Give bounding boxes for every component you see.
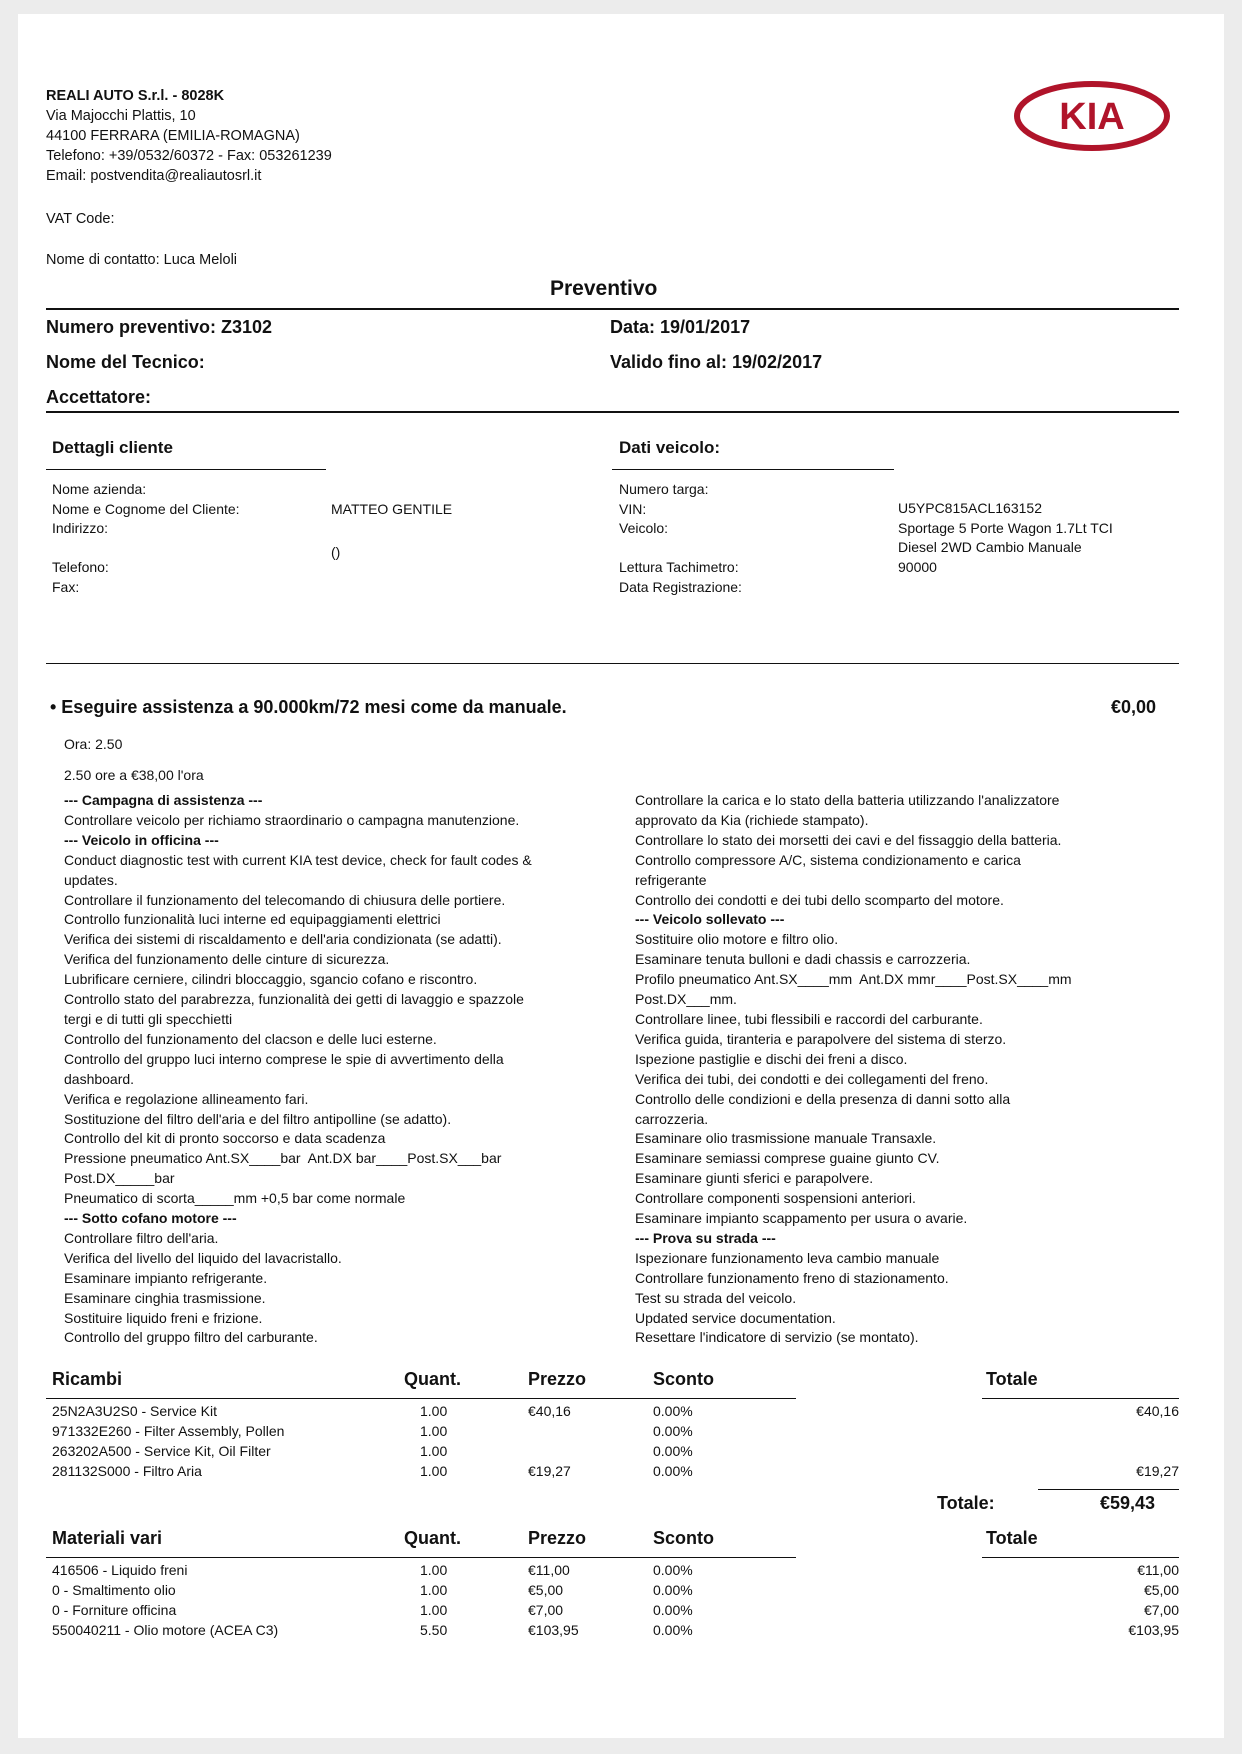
parts-row-name: 971332E260 - Filter Assembly, Pollen	[52, 1423, 285, 1439]
checklist-line: Esaminare tenuta bulloni e dadi chassis e carrozzeria.	[635, 951, 971, 968]
materials-row-total: €5,00	[1143, 1582, 1179, 1598]
divider	[46, 1557, 796, 1558]
checklist-line: Sostituire liquido freni e frizione.	[64, 1309, 263, 1326]
checklist-line: Resettare l'indicatore di servizio (se montato).	[635, 1329, 919, 1346]
checklist-line: Ispezionare funzionamento leva cambio manuale	[635, 1249, 940, 1266]
job-rate: 2.50 ore a €38,00 l'ora	[64, 767, 204, 783]
checklist-line: Controllo stato del parabrezza, funzionalità dei getti di lavaggio e spazzole	[64, 991, 524, 1008]
checklist-line: Controllare il funzionamento del telecomando di chiusura delle portiere.	[64, 891, 506, 908]
vehicle-section-title: Dati veicolo:	[619, 438, 721, 457]
checklist-line: tergi e di tutti gli specchietti	[64, 1010, 233, 1027]
parts-row-qty: 1.00	[420, 1443, 448, 1459]
parts-header-price: Prezzo	[528, 1369, 587, 1389]
checklist-line: Controllare la carica e lo stato della batteria utilizzando l'analizzatore	[635, 792, 1060, 808]
materials-row-qty: 1.00	[420, 1562, 448, 1578]
checklist-line: Controllare lo stato dei morsetti dei cavi e del fissaggio della batteria.	[635, 831, 1062, 848]
checklist-line: updates.	[64, 871, 118, 888]
checklist-line: Esaminare impianto refrigerante.	[64, 1269, 268, 1286]
materials-row-total: €7,00	[1143, 1602, 1179, 1618]
parts-row-discount: 0.00%	[653, 1443, 693, 1459]
company-phone: Telefono: +39/0532/60372 - Fax: 053261239	[46, 148, 332, 164]
phone-label: Telefono:	[52, 559, 109, 575]
checklist-line: Esaminare giunti sferici e parapolvere.	[635, 1170, 874, 1187]
checklist-line: Lubrificare cerniere, cilindri bloccaggio, sgancio cofano e riscontro.	[64, 971, 478, 988]
divider	[982, 1557, 1179, 1558]
divider	[46, 663, 1179, 664]
registration-label: Data Registrazione:	[619, 578, 742, 595]
checklist-line: refrigerante	[635, 871, 707, 888]
checklist-line: --- Prova su strada ---	[635, 1229, 776, 1246]
checklist-line: --- Veicolo sollevato ---	[635, 911, 785, 928]
parts-row-discount: 0.00%	[653, 1463, 693, 1479]
job-checklist-left	[64, 791, 624, 1348]
materials-row-price: €7,00	[528, 1602, 564, 1618]
address-value: ()	[331, 544, 341, 560]
parts-row-qty: 1.00	[420, 1423, 448, 1439]
checklist-line: Controllare filtro dell'aria.	[64, 1229, 219, 1246]
materials-row-name: 416506 - Liquido freni	[52, 1562, 188, 1578]
parts-row-name: 263202A500 - Service Kit, Oil Filter	[52, 1443, 271, 1459]
materials-row-name: 550040211 - Olio motore (ACEA C3)	[52, 1622, 279, 1638]
customer-section-title: Dettagli cliente	[52, 438, 173, 457]
materials-row-qty: 5.50	[420, 1622, 448, 1638]
quote-date: Data: 19/01/2017	[610, 317, 751, 337]
divider	[46, 411, 1179, 413]
checklist-line: Verifica del livello del liquido del lavacristallo.	[64, 1249, 342, 1266]
checklist-line: Verifica guida, tiranteria e parapolvere del sistema di sterzo.	[635, 1030, 1007, 1047]
customer-name-label: Nome e Cognome del Cliente:	[52, 500, 240, 517]
company-name: REALI AUTO S.r.l. - 8028K	[46, 88, 225, 104]
checklist-line: Profilo pneumatico Ant.SX____mm Ant.DX mmr____Post.SX____mm	[635, 971, 1072, 988]
checklist-line: --- Campagna di assistenza ---	[64, 792, 263, 808]
odometer-label: Lettura Tachimetro:	[619, 559, 739, 575]
divider	[46, 1398, 796, 1399]
materials-row-total: €11,00	[1137, 1562, 1179, 1578]
checklist-line: Controllo delle condizioni e della presenza di danni sotto alla	[635, 1090, 1011, 1107]
contact-name: Nome di contatto: Luca Meloli	[46, 252, 238, 268]
checklist-line: Verifica dei tubi, dei condotti e dei collegamenti del freno.	[635, 1070, 989, 1087]
valid-until: Valido fino al: 19/02/2017	[610, 352, 823, 372]
checklist-line: Post.DX_____bar	[64, 1170, 175, 1187]
checklist-line: Esaminare semiassi comprese guaine giunto CV.	[635, 1150, 940, 1167]
materials-row-discount: 0.00%	[653, 1582, 693, 1598]
company-email: Email: postvendita@realiautosrl.it	[46, 168, 262, 184]
divider	[982, 1398, 1179, 1399]
checklist-line: Sostituzione del filtro dell'aria e del filtro antipolline (se adatto).	[64, 1110, 452, 1127]
checklist-line: Test su strada del veicolo.	[635, 1289, 797, 1306]
materials-row-discount: 0.00%	[653, 1562, 693, 1578]
materials-row-qty: 1.00	[420, 1602, 448, 1618]
materials-row-price: €5,00	[528, 1582, 564, 1598]
checklist-line: Controllo del funzionamento del clacson e delle luci esterne.	[64, 1030, 437, 1047]
materials-header-discount: Sconto	[653, 1528, 714, 1548]
materials-row-name: 0 - Smaltimento olio	[52, 1582, 176, 1598]
checklist-line: Verifica e regolazione allineamento fari.	[64, 1090, 309, 1107]
kia-logo-text: KIA	[1059, 96, 1125, 138]
checklist-line: Controllare linee, tubi flessibili e raccordi del carburante.	[635, 1010, 983, 1027]
vehicle-model-value-1: Sportage 5 Porte Wagon 1.7Lt TCI	[898, 519, 1113, 536]
divider	[46, 469, 326, 470]
materials-row-qty: 1.00	[420, 1582, 448, 1598]
checklist-line: Controllare componenti sospensioni anteriori.	[635, 1190, 916, 1207]
checklist-line: Pneumatico di scorta_____mm +0,5 bar come normale	[64, 1190, 406, 1207]
parts-header-discount: Sconto	[653, 1369, 714, 1389]
materials-row-price: €103,95	[528, 1622, 579, 1638]
checklist-line: Controllare funzionamento freno di stazionamento.	[635, 1269, 949, 1286]
checklist-line: Controllo dei condotti e dei tubi dello scomparto del motore.	[635, 891, 1004, 908]
parts-row-price: €40,16	[528, 1403, 571, 1419]
job-checklist-right	[635, 791, 1195, 1348]
quote-number: Numero preventivo: Z3102	[46, 317, 273, 337]
materials-header-qty: Quant.	[404, 1528, 461, 1548]
materials-header-total: Totale	[986, 1528, 1038, 1548]
parts-header-total: Totale	[986, 1369, 1038, 1389]
vehicle-values	[898, 499, 1113, 577]
checklist-line: Controllo del gruppo luci interno comprese le spie di avvertimento della	[64, 1050, 504, 1067]
materials-row-name: 0 - Forniture officina	[52, 1602, 177, 1618]
checklist-line: Verifica dei sistemi di riscaldamento e dell'aria condizionata (se adatti).	[64, 931, 502, 948]
document-title: Preventivo	[550, 277, 658, 300]
checklist-line: Sostituire olio motore e filtro olio.	[635, 931, 839, 948]
divider	[612, 469, 894, 470]
checklist-line: Controllo del kit di pronto soccorso e data scadenza	[64, 1130, 386, 1147]
parts-total-label: Totale:	[937, 1493, 995, 1513]
checklist-line: Controllo compressore A/C, sistema condizionamento e carica	[635, 851, 1021, 868]
parts-row-total: €40,16	[1136, 1403, 1179, 1419]
parts-header-qty: Quant.	[404, 1369, 461, 1389]
divider	[1038, 1489, 1179, 1490]
plate-label: Numero targa:	[619, 481, 709, 497]
checklist-line: --- Sotto cofano motore ---	[64, 1210, 237, 1227]
parts-row-qty: 1.00	[420, 1403, 448, 1419]
checklist-line: Controllo funzionalità luci interne ed equipaggiamenti elettrici	[64, 911, 441, 928]
customer-name-value: MATTEO GENTILE	[331, 501, 453, 517]
materials-row-discount: 0.00%	[653, 1622, 693, 1638]
checklist-line: approvato da Kia (richiede stampato).	[635, 811, 869, 828]
fax-label: Fax:	[52, 578, 80, 595]
divider	[46, 308, 1179, 310]
company-address-line1: Via Majocchi Plattis, 10	[46, 108, 196, 124]
company-info	[46, 86, 332, 186]
checklist-line: --- Veicolo in officina ---	[64, 831, 219, 848]
vehicle-model-label: Veicolo:	[619, 520, 669, 536]
odometer-value: 90000	[898, 558, 937, 575]
checklist-line: dashboard.	[64, 1070, 135, 1087]
checklist-line: Conduct diagnostic test with current KIA test device, check for fault codes &	[64, 851, 532, 868]
parts-header-name: Ricambi	[52, 1369, 123, 1389]
checklist-line: Updated service documentation.	[635, 1309, 836, 1326]
vehicle-model-value-2: Diesel 2WD Cambio Manuale	[898, 539, 1082, 555]
kia-logo	[1013, 80, 1171, 152]
checklist-line: carrozzeria.	[635, 1110, 709, 1127]
company-name-label: Nome azienda:	[52, 481, 147, 497]
checklist-line: Esaminare impianto scappamento per usura o avarie.	[635, 1210, 968, 1227]
checklist-line: Esaminare olio trasmissione manuale Transaxle.	[635, 1130, 937, 1147]
technician-name: Nome del Tecnico:	[46, 352, 205, 372]
parts-row-price: €19,27	[528, 1463, 571, 1479]
parts-row-discount: 0.00%	[653, 1403, 693, 1419]
parts-row-discount: 0.00%	[653, 1423, 693, 1439]
job-title: • Eseguire assistenza a 90.000km/72 mesi come da manuale.	[50, 697, 567, 717]
parts-row-name: 281132S000 - Filtro Aria	[52, 1463, 202, 1479]
materials-row-discount: 0.00%	[653, 1602, 693, 1618]
customer-labels	[52, 480, 240, 597]
checklist-line: Ispezione pastiglie e dischi dei freni a disco.	[635, 1050, 908, 1067]
materials-header-price: Prezzo	[528, 1528, 587, 1548]
vat-code-label: VAT Code:	[46, 211, 115, 227]
materials-row-price: €11,00	[528, 1562, 570, 1578]
parts-total-value: €59,43	[1100, 1493, 1156, 1513]
materials-header-name: Materiali vari	[52, 1528, 163, 1548]
job-hours: Ora: 2.50	[64, 736, 123, 752]
job-price: €0,00	[1111, 697, 1157, 717]
materials-row-total: €103,95	[1128, 1622, 1179, 1638]
vin-label: VIN:	[619, 500, 647, 517]
checklist-line: Verifica del funzionamento delle cinture di sicurezza.	[64, 951, 390, 968]
checklist-line: Esaminare cinghia trasmissione.	[64, 1289, 266, 1306]
vehicle-labels	[619, 480, 742, 597]
checklist-line: Post.DX___mm.	[635, 991, 737, 1008]
acceptor: Accettatore:	[46, 387, 152, 407]
parts-row-name: 25N2A3U2S0 - Service Kit	[52, 1403, 217, 1419]
checklist-line: Controllo del gruppo filtro del carburante.	[64, 1329, 318, 1346]
checklist-line: Controllare veicolo per richiamo straordinario o campagna manutenzione.	[64, 811, 520, 828]
parts-row-qty: 1.00	[420, 1463, 448, 1479]
address-label: Indirizzo:	[52, 520, 109, 536]
company-address-line2: 44100 FERRARA (EMILIA-ROMAGNA)	[46, 128, 300, 144]
vin-value: U5YPC815ACL163152	[898, 500, 1042, 516]
checklist-line: Pressione pneumatico Ant.SX____bar Ant.DX bar____Post.SX___bar	[64, 1150, 502, 1167]
parts-row-total: €19,27	[1136, 1463, 1179, 1479]
